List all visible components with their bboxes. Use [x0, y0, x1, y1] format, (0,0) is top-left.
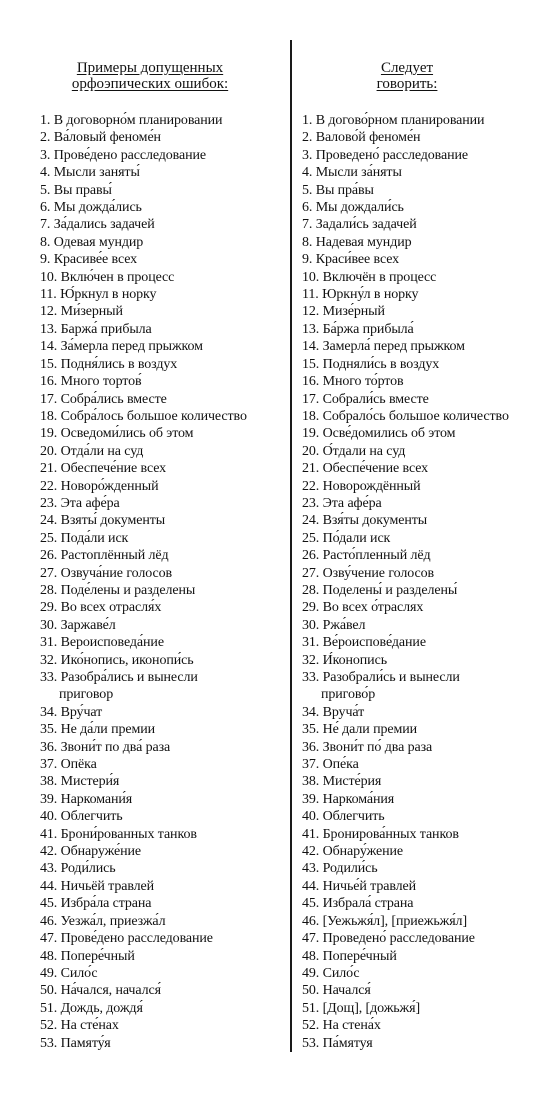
correct-example-item: 20. О́тдали на суд: [302, 443, 406, 459]
correct-example-item: 52. На стена́х: [302, 1018, 381, 1034]
errors-heading-line-2: орфоэпических ошибок:: [71, 76, 229, 92]
correct-example-item: 43. Родили́сь: [302, 861, 378, 877]
correct-list: [302, 112, 509, 1052]
error-example-item: 3. Прове́дено расследование: [40, 147, 207, 163]
error-example-item: 18. Собра́лось большое количество: [40, 408, 247, 424]
correct-example-item: 4. Мысли за́няты: [302, 165, 402, 181]
error-example-item: 51. Дождь, дождя́: [40, 1000, 143, 1016]
error-example-item: 43. Роди́лись: [40, 861, 116, 877]
error-example-item: 41. Брони́рованных танков: [40, 826, 197, 842]
correct-example-item: 15. Подняли́сь в воздух: [302, 356, 440, 372]
error-example-item: 44. Ничьёй травлей: [40, 878, 155, 894]
correct-example-item: 48. Попере́чный: [302, 948, 397, 964]
correct-example-item: 24. Взя́ты документы: [302, 513, 428, 529]
error-example-item: 53. Памяту́я: [40, 1035, 111, 1051]
errors-list: [40, 112, 247, 1052]
correct-example-item: 36. Звони́т по́ два раза: [302, 739, 433, 755]
correct-example-item: 13. Ба́ржа прибыла́: [302, 321, 414, 337]
error-example-item-line: 33. Разобра́лись и вынесли: [40, 670, 198, 685]
error-example-item: 30. Заржаве́л: [40, 617, 116, 633]
correct-example-item: 30. Ржа́вел: [302, 617, 366, 633]
correct-example-item: 2. Валово́й феноме́н: [302, 130, 421, 146]
error-example-item: 32. Ико́нопись, иконопи́сь: [40, 652, 194, 668]
correct-example-item: 27. Озву́чение голосов: [302, 565, 434, 581]
correct-example-item: 5. Вы пра́вы: [302, 182, 374, 198]
error-example-item: 28. Поде́лены и разделены: [40, 582, 196, 598]
correct-example-item-line: пригово́р: [321, 687, 376, 703]
correct-example-item: 17. Собрали́сь вместе: [302, 391, 429, 407]
correct-example-item: 7. Задали́сь задачей: [302, 217, 417, 233]
error-example-item: 17. Собра́лись вместе: [40, 391, 167, 407]
error-example-item: 9. Красиве́е всех: [40, 252, 138, 268]
error-example-item: 40. Облегчить: [40, 809, 123, 825]
error-example-item: 42. Обнаруже́ние: [40, 844, 141, 860]
correct-example-item: 26. Расто́пленный лёд: [302, 548, 431, 564]
error-example-item: 52. На сте́нах: [40, 1018, 119, 1034]
correct-example-item: 23. Эта афе́ра: [302, 495, 382, 511]
correct-example-item: 46. [Уежьжя́л], [приежьжя́л]: [302, 913, 468, 929]
error-example-item: 26. Растоплённый лёд: [40, 548, 169, 564]
error-example-item: 7. За́дались задачей: [40, 217, 155, 233]
error-example-item: 23. Эта афе́ра: [40, 495, 120, 511]
error-example-item: 27. Озвуча́ние голосов: [40, 565, 172, 581]
error-example-item: 50. На́чался, начался́: [40, 983, 161, 999]
correct-example-item: 44. Ничье́й травлей: [302, 878, 417, 894]
correct-example-item: 42. Обнару́жение: [302, 844, 403, 860]
error-example-item: 46. Уезжа́л, приезжа́л: [40, 913, 166, 929]
error-example-item: 48. Попере́чный: [40, 948, 135, 964]
correct-example-item-line: 33. Разобрали́сь и вынесли: [302, 670, 460, 685]
correct-example-item: 6. Мы дождали́сь: [302, 200, 404, 216]
correct-example-item: [302, 669, 509, 704]
correct-example-item: 34. Вруча́т: [302, 704, 365, 720]
error-example-item: 15. Подня́лись в воздух: [40, 356, 178, 372]
correct-example-item: 51. [Дощ], [дожьжя́]: [302, 1000, 421, 1016]
correct-example-item: 41. Бронирова́нных танков: [302, 826, 459, 842]
correct-example-item: 45. Избрала́ страна: [302, 896, 414, 912]
errors-heading: [40, 60, 260, 92]
correct-example-item: 16. Много то́ртов: [302, 374, 404, 390]
error-example-item: 25. Пода́ли иск: [40, 530, 129, 546]
error-example-item: 10. Вклю́чен в процесс: [40, 269, 175, 285]
error-example-item: 5. Вы правы́: [40, 182, 112, 198]
correct-example-item: 35. Не́ дали премии: [302, 722, 418, 738]
error-example-item-line: приговор: [59, 687, 114, 703]
error-example-item: 29. Во всех отрасля́х: [40, 600, 162, 616]
error-example-item: 34. Вру́чат: [40, 704, 103, 720]
error-example-item: 49. Сило́с: [40, 965, 98, 981]
error-example-item: 22. Новоро́жденный: [40, 478, 159, 494]
correct-example-item: 21. Обеспе́чение всех: [302, 461, 429, 477]
error-example-item: 36. Звони́т по два́ раза: [40, 739, 171, 755]
correct-example-item: 39. Наркома́ния: [302, 791, 395, 807]
error-example-item: 12. Ми́зерный: [40, 304, 123, 320]
correct-example-item: 50. Начался́: [302, 983, 371, 999]
error-example-item: 11. Ю́ркнул в норку: [40, 287, 157, 303]
error-example-item: 35. Не да́ли премии: [40, 722, 156, 738]
error-example-item: 16. Много тортов́: [40, 374, 142, 390]
correct-heading-line-1: Следует: [380, 60, 434, 76]
error-example-item: 24. Взяты́ документы: [40, 513, 166, 529]
correct-example-item: 10. Включён в процесс: [302, 269, 437, 285]
error-example-item: 19. Осведоми́лись об этом: [40, 426, 194, 442]
errors-heading-line-1: Примеры допущенных: [76, 60, 224, 76]
correct-example-item: 22. Новорождённый: [302, 478, 421, 494]
error-example-item: 1. В договорно́м планировании: [40, 113, 223, 128]
column-divider: [290, 40, 292, 1052]
error-example-item: 6. Мы дожда́лись: [40, 200, 142, 216]
correct-example-item: 37. Опе́ка: [302, 757, 359, 773]
error-example-item: 38. Мистери́я: [40, 774, 120, 790]
correct-example-item: 18. Собрало́сь большое количество: [302, 408, 509, 424]
error-example-item: 13. Баржа́ прибыла: [40, 321, 152, 337]
error-example-item: 20. Отда́ли на суд: [40, 443, 144, 459]
error-example-item: 14. За́мерла перед прыжком: [40, 339, 203, 355]
correct-example-item: 49. Сило́с: [302, 965, 360, 981]
correct-example-item: 32. И́конопись: [302, 652, 387, 668]
correct-heading-line-2: говорить:: [376, 76, 438, 92]
error-example-item: 39. Наркомани́я: [40, 791, 133, 807]
correct-example-item: 12. Мизе́рный: [302, 304, 385, 320]
correct-example-item: 19. Осве́домились об этом: [302, 426, 456, 442]
error-example-item: 47. Прове́дено расследование: [40, 931, 213, 947]
correct-example-item: 53. Па́мятуя: [302, 1035, 373, 1051]
correct-example-item: 38. Мисте́рия: [302, 774, 382, 790]
error-example-item: 4. Мысли заняты́: [40, 165, 140, 181]
correct-example-item: 14. Замерла́ перед прыжком: [302, 339, 465, 355]
correct-example-item: 9. Краси́вее всех: [302, 252, 400, 268]
correct-example-item: 31. Ве́роиспове́дание: [302, 635, 426, 651]
correct-example-item: 25. По́дали иск: [302, 530, 391, 546]
correct-example-item: 3. Проведено́ расследование: [302, 147, 469, 163]
correct-example-item: 47. Проведено́ расследование: [302, 931, 475, 947]
correct-heading: [302, 60, 512, 92]
correct-example-item: 1. В догово́рном планировании: [302, 113, 485, 128]
correct-example-item: 8. Надевая мундир: [302, 234, 412, 250]
error-example-item: 2. Ва́ловый феноме́н: [40, 130, 161, 146]
correct-example-item: 11. Юркну́л в норку: [302, 287, 419, 303]
error-example-item: 45. Избра́ла страна: [40, 896, 152, 912]
error-example-item: 21. Обеспече́ние всех: [40, 461, 167, 477]
correct-example-item: 40. Облегчить: [302, 809, 385, 825]
correct-example-item: 28. Поделены́ и разделены́: [302, 582, 458, 598]
error-example-item: 31. Вероисповеда́ние: [40, 635, 164, 651]
error-example-item: 37. Опёка: [40, 757, 97, 773]
correct-example-item: 29. Во всех о́траслях: [302, 600, 424, 616]
error-example-item: [40, 669, 247, 704]
error-example-item: 8. Одевая мундир: [40, 234, 144, 250]
